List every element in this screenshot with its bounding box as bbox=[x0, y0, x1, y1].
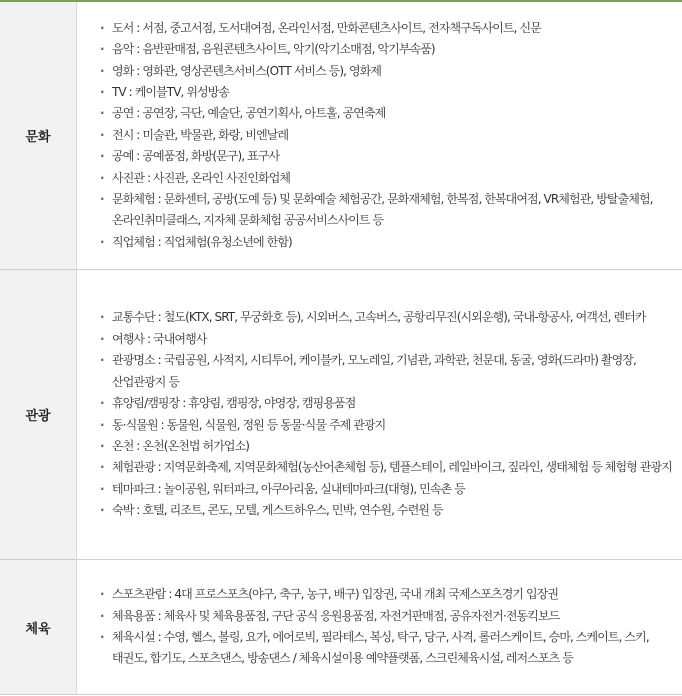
category-item-list bbox=[77, 18, 682, 253]
list-item: · 온천 : 온천(온천법 허가업소) bbox=[98, 436, 672, 457]
category-heading: 체육 bbox=[0, 560, 77, 695]
list-item: · 공연 : 공연장, 극단, 예술단, 공연기획사, 아트홀, 공연축제 bbox=[98, 103, 672, 124]
category-items-cell bbox=[77, 2, 682, 270]
list-item: · 스포츠관람 : 4대 프로스포츠(야구, 축구, 농구, 배구) 입장권, 국내 개최 국제스포츠경기 입장권 bbox=[98, 584, 672, 605]
list-item: · 공예 : 공예품점, 화방(문구), 표구사 bbox=[98, 146, 672, 167]
list-item: · 체육시설 : 수영, 헬스, 볼링, 요가, 에어로빅, 필라테스, 복싱, 탁구, 당구, 사격, 롤러스케이트, 승마, 스케이트, 스키, 태권도, 합기도, 스포츠댄스, 방송댄스 / 체육시설이용 예약플랫폼, 스크린체육시설, 레저스포츠 등 bbox=[98, 627, 672, 670]
category-item-list bbox=[77, 307, 682, 521]
category-items-cell bbox=[77, 560, 682, 695]
category-table bbox=[0, 2, 682, 695]
list-item: · 테마파크 : 놀이공원, 워터파크, 아쿠아리움, 실내테마파크(대형), 민속촌 등 bbox=[98, 479, 672, 500]
category-heading: 관광 bbox=[0, 270, 77, 560]
list-item: · 직업체험 : 직업체험(유청소년에 한함) bbox=[98, 232, 672, 253]
category-item-list bbox=[77, 584, 682, 670]
category-heading: 문화 bbox=[0, 2, 77, 270]
list-item: · 관광명소 : 국립공원, 사적지, 시티투어, 케이블카, 모노레일, 기념관, 과학관, 천문대, 동굴, 영화(드라마) 촬영장, 산업관광지 등 bbox=[98, 350, 672, 393]
table-row-tourism bbox=[0, 270, 682, 560]
list-item: · 동·식물원 : 동물원, 식물원, 정원 등 동물·식물 주제 관광지 bbox=[98, 415, 672, 436]
list-item: · 전시 : 미술관, 박물관, 화랑, 비엔날레 bbox=[98, 125, 672, 146]
table-row-sports bbox=[0, 560, 682, 695]
list-item: · 여행사 : 국내여행사 bbox=[98, 329, 672, 350]
table-row-culture bbox=[0, 2, 682, 270]
list-item: · 음악 : 음반판매점, 음원콘텐츠사이트, 악기(악기소매점, 악기부속품) bbox=[98, 39, 672, 60]
category-items-cell bbox=[77, 270, 682, 560]
list-item: · 체험관광 : 지역문화축제, 지역문화체험(농산어촌체험 등), 템플스테이, 레일바이크, 짚라인, 생태체험 등 체험형 관광지 bbox=[98, 457, 672, 478]
list-item: · 숙박 : 호텔, 리조트, 콘도, 모텔, 게스트하우스, 민박, 연수원, 수련원 등 bbox=[98, 500, 672, 521]
list-item: · 사진관 : 사진관, 온라인 사진인화업체 bbox=[98, 168, 672, 189]
list-item: · 영화 : 영화관, 영상콘텐츠서비스(OTT 서비스 등), 영화제 bbox=[98, 61, 672, 82]
list-item: · TV : 케이블TV, 위성방송 bbox=[98, 82, 672, 103]
list-item: · 체육용품 : 체육사 및 체육용품점, 구단 공식 응원용품점, 자전거판매점, 공유자전거·전동킥보드 bbox=[98, 606, 672, 627]
list-item: · 문화체험 : 문화센터, 공방(도예 등) 및 문화예술 체험공간, 문화재체험, 한복점, 한복대여점, VR체험관, 방탈출체험, 온라인취미클래스, 지자체 문화체험 공공서비스사이트 등 bbox=[98, 189, 672, 232]
list-item: · 교통수단 : 철도(KTX, SRT, 무궁화호 등), 시외버스, 고속버스, 공항리무진(시외운행), 국내-항공사, 여객선, 렌터카 bbox=[98, 307, 672, 328]
list-item: · 휴양림/캠핑장 : 휴양림, 캠핑장, 야영장, 캠핑용품점 bbox=[98, 393, 672, 414]
list-item: · 도서 : 서점, 중고서점, 도서대여점, 온라인서점, 만화콘텐츠사이트, 전자책구독사이트, 신문 bbox=[98, 18, 672, 39]
